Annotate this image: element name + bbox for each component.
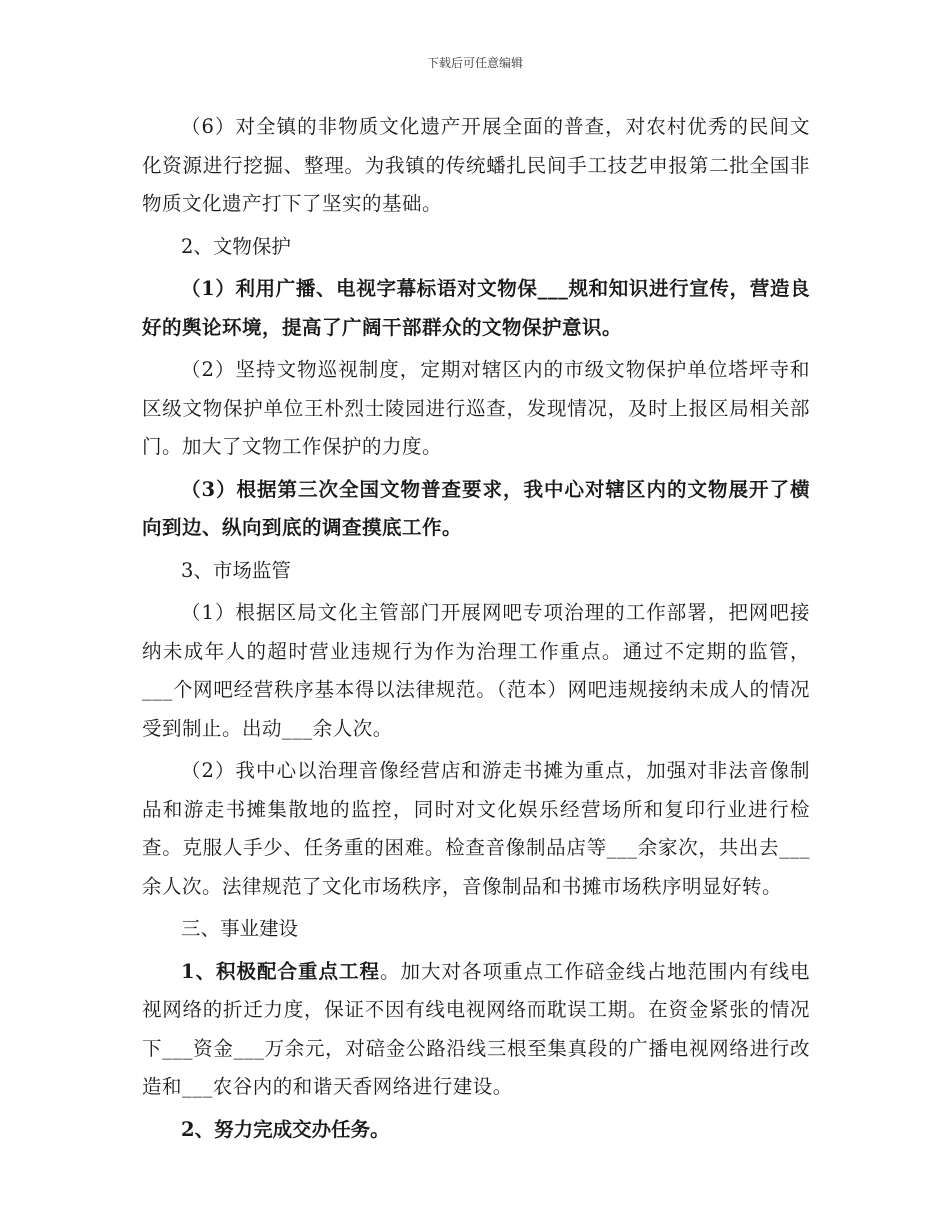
paragraph-market-2: （2）我中心以治理音像经营店和游走书摊为重点，加强对非法音像制品和游走书摊集散地的监控，同时对文化娱乐经营场所和复印行业进行检查。克服人手少、任务重的困难。检查音像制品店等___余家次，共出去___余人次。法律规范了文化市场秩序，音像制品和书摊市场秩序明显好转。 xyxy=(142,759,810,898)
page-header: 下载后可任意编辑 xyxy=(426,56,523,70)
paragraph-relics-1: （1）利用广播、电视字幕标语对文物保___规和知识进行宣传，营造良好的舆论环境，提高了广阔干部群众的文物保护意识。 xyxy=(142,277,810,339)
paragraph-undertaking-1-rest: 。加大对各项重点工作碚金线占地范围内有线电视网络的折迁力度，保证不因有线电视网络而耽误工期。在资金紧张的情况下___资金___万余元，对碚金公路沿线三根至集真段的广播电视网络进行改造和___农谷内的和谐天香网络进行建设。 xyxy=(142,959,810,1098)
paragraph-undertaking-1 xyxy=(142,953,810,1107)
paragraph-relics-2: （2）坚持文物巡视制度，定期对辖区内的市级文物保护单位塔坪寺和区级文物保护单位王朴烈士陵园进行巡查，发现情况，及时上报区局相关部门。加大了文物工作保护的力度。 xyxy=(142,358,810,458)
heading-undertaking: 三、事业建设 xyxy=(181,917,299,940)
heading-assigned-tasks: 2、努力完成交办任务。 xyxy=(181,1117,390,1141)
heading-market-supervision: 3、市场监管 xyxy=(181,558,291,582)
heading-cultural-relics: 2、文物保护 xyxy=(181,234,291,258)
document-body xyxy=(142,108,810,1149)
paragraph-relics-3: （3）根据第三次全国文物普查要求，我中心对辖区内的文物展开了横向到边、纵向到底的调查摸底工作。 xyxy=(142,477,810,539)
paragraph-undertaking-1-lead: 1、积极配合重点工程 xyxy=(181,959,381,983)
paragraph-item-6: （6）对全镇的非物质文化遗产开展全面的普查，对农村优秀的民间文化资源进行挖掘、整理。为我镇的传统蟠扎民间手工技艺申报第二批全国非物质文化遗产打下了坚实的基础。 xyxy=(142,115,810,215)
paragraph-market-1: （1）根据区局文化主管部门开展网吧专项治理的工作部署，把网吧接纳未成年人的超时营业违规行为作为治理工作重点。通过不定期的监管，___个网吧经营秩序基本得以法律规范。（范本）网吧违规接纳未成人的情况受到制止。出动___余人次。 xyxy=(142,601,810,740)
